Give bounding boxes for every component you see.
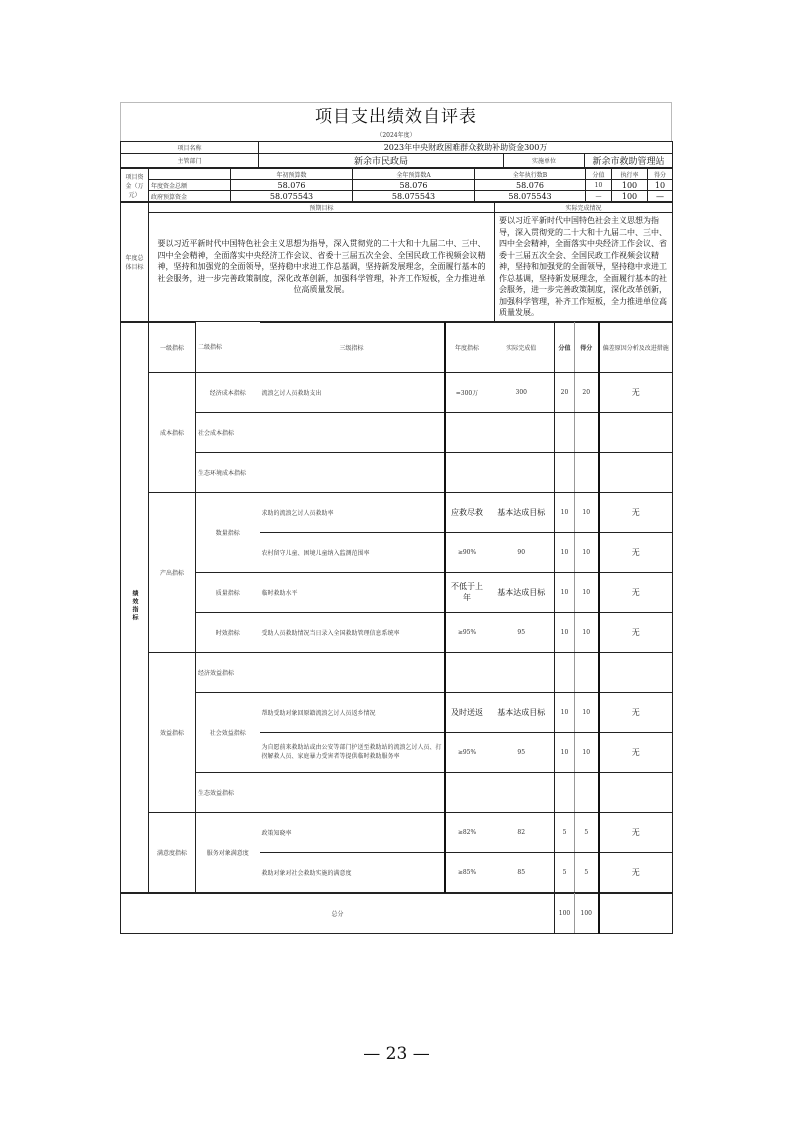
header-deviation: 偏差原因分析及改进措施 (599, 322, 673, 372)
output-quantity-score-value: 10 (555, 532, 575, 572)
benefit-eco-level2: 生态效益指标 (196, 772, 445, 812)
benefit-social-score: 10 (575, 692, 599, 732)
funds-header-annual: 全年预算数A (353, 169, 475, 180)
funds-header-score-value: 分值 (586, 169, 612, 180)
output-quantity-deviation: 无 (599, 492, 673, 532)
page-number: — 23 — (363, 1044, 430, 1064)
funds-row (121, 191, 673, 202)
output-timeliness-score-value: 10 (555, 612, 575, 652)
output-quality-score-value: 10 (555, 572, 575, 612)
benefit-social-score-value: 10 (555, 692, 575, 732)
header-score-value: 分值 (555, 322, 575, 372)
total-row (121, 893, 673, 933)
header-score: 得分 (575, 322, 599, 372)
total-score: 100 (575, 893, 599, 933)
funds-executed: 58.075543 (475, 191, 586, 202)
empty-cell (445, 772, 555, 812)
dept-name: 新余市民政局 (259, 154, 504, 168)
output-timeliness-score: 10 (575, 612, 599, 652)
output-quality-deviation: 无 (599, 572, 673, 612)
satisfaction-deviation: 无 (599, 812, 673, 852)
indicators-table (120, 322, 673, 893)
cost-social-level2: 社会成本指标 (196, 412, 445, 452)
expected-header: 预期目标 (149, 203, 495, 213)
indicator-row (121, 412, 673, 452)
cost-economic-target: =300万 (445, 372, 489, 412)
empty-cell (445, 452, 555, 492)
satisfaction-actual: 82 (489, 812, 555, 852)
funds-score: 10 (648, 180, 673, 191)
project-name: 2023年中央财政困难群众救助补助资金300万 (259, 142, 673, 154)
total-label: 总分 (121, 893, 555, 933)
indicator-row (121, 812, 673, 852)
funds-row-label: 年度资金总额 (149, 180, 231, 191)
satisfaction-score: 5 (575, 812, 599, 852)
satisfaction-level1: 满意度指标 (149, 812, 196, 892)
funds-row-label: 政府预算资金 (149, 191, 231, 202)
satisfaction-score-value: 5 (555, 812, 575, 852)
output-quantity-actual: 基本达成目标 (489, 492, 555, 532)
empty-cell (575, 772, 599, 812)
dept-label: 主管部门 (121, 154, 259, 168)
output-quality-level3: 临时救助水平 (260, 572, 445, 612)
project-info-table (120, 141, 673, 168)
empty-cell (445, 412, 555, 452)
indicator-row (121, 772, 673, 812)
funds-header-executed: 全年执行数B (475, 169, 586, 180)
empty-cell (575, 412, 599, 452)
empty-cell (555, 772, 575, 812)
total-table (120, 893, 673, 934)
benefit-social-actual: 95 (489, 732, 555, 772)
header-actual: 实际完成值 (489, 322, 555, 372)
output-quality-score: 10 (575, 572, 599, 612)
output-timeliness-actual: 95 (489, 612, 555, 652)
funds-header-initial: 年初预算数 (231, 169, 353, 180)
satisfaction-deviation: 无 (599, 852, 673, 892)
output-level1: 产出指标 (149, 492, 196, 652)
satisfaction-level3: 政策知晓率 (260, 812, 445, 852)
output-quality-actual: 基本达成目标 (489, 572, 555, 612)
benefit-social-deviation: 无 (599, 732, 673, 772)
indicators-section (121, 322, 149, 892)
benefit-social-level2: 社会效益指标 (196, 692, 260, 772)
output-quantity-deviation: 无 (599, 532, 673, 572)
cost-economic-deviation: 无 (599, 372, 673, 412)
funds-table (120, 168, 673, 202)
benefit-social-level3: 为自愿前来救助站或由公安等部门护送至救助站的流浪乞讨人员、打拐解救人员、家庭暴力受害者等提供临时救助服务率 (260, 732, 445, 772)
benefit-social-level3: 帮助受助对象回原籍流浪乞讨人员返乡情况 (260, 692, 445, 732)
satisfaction-score: 5 (575, 852, 599, 892)
funds-header-blank (149, 169, 231, 180)
empty-cell (599, 452, 673, 492)
funds-header-score: 得分 (648, 169, 673, 180)
indicators-section-label: 绩效指标 (131, 590, 138, 622)
header-level3: 三级指标 (260, 322, 445, 372)
output-quality-target: 不低于上年 (445, 572, 489, 612)
impl-name: 新余市救助管理站 (585, 154, 673, 168)
impl-label: 实施单位 (504, 154, 585, 168)
benefit-economic-level2: 经济效益指标 (196, 652, 445, 692)
funds-annual: 58.075543 (353, 191, 475, 202)
output-quantity-score: 10 (575, 532, 599, 572)
benefit-social-actual: 基本达成目标 (489, 692, 555, 732)
empty-cell (599, 652, 673, 692)
funds-row (121, 180, 673, 191)
indicator-row (121, 372, 673, 412)
benefit-social-target: ≥95% (445, 732, 489, 772)
goals-table (120, 202, 673, 322)
project-name-label: 项目名称 (121, 142, 259, 154)
output-quantity-level2: 数量指标 (196, 492, 260, 572)
empty-cell (575, 452, 599, 492)
benefit-social-score: 10 (575, 732, 599, 772)
output-quantity-level3: 求助的流浪乞讨人员救助率 (260, 492, 445, 532)
cost-eco-level2: 生态环境成本指标 (196, 452, 445, 492)
total-score-value: 100 (555, 893, 575, 933)
funds-initial: 58.076 (231, 180, 353, 191)
indicator-row (121, 692, 673, 732)
empty-cell (555, 412, 575, 452)
funds-executed: 58.076 (475, 180, 586, 191)
cost-economic-score-value: 20 (555, 372, 575, 412)
cost-economic-actual: 300 (489, 372, 555, 412)
output-timeliness-level2: 时效指标 (196, 612, 260, 652)
funds-initial: 58.075543 (231, 191, 353, 202)
indicator-row (121, 452, 673, 492)
funds-label: 项目资金（万元） (121, 169, 149, 202)
satisfaction-score-value: 5 (555, 852, 575, 892)
empty-cell (599, 772, 673, 812)
benefit-social-target: 及时送返 (445, 692, 489, 732)
cost-economic-level3: 流浪乞讨人员救助支出 (260, 372, 445, 412)
funds-annual: 58.076 (353, 180, 475, 191)
funds-score: — (648, 191, 673, 202)
output-quantity-score: 10 (575, 492, 599, 532)
empty-cell (599, 412, 673, 452)
cost-economic-level2: 经济成本指标 (196, 372, 260, 412)
output-quantity-score-value: 10 (555, 492, 575, 532)
output-timeliness-level3: 受助人员救助情况当日录入全国救助管理信息系统率 (260, 612, 445, 652)
empty-cell (445, 652, 555, 692)
header-level1: 一级指标 (149, 322, 196, 372)
header-level2: 二级指标 (196, 322, 260, 372)
satisfaction-level2: 服务对象满意度 (196, 812, 260, 892)
goals-label: 年度总体目标 (121, 203, 149, 322)
document-title: 项目支出绩效自评表 (120, 102, 672, 131)
funds-header-rate: 执行率 (612, 169, 648, 180)
actual-header: 实际完成情况 (495, 203, 673, 213)
empty-cell (555, 652, 575, 692)
output-quantity-target: ≥90% (445, 532, 489, 572)
funds-rate: 100 (612, 191, 648, 202)
satisfaction-target: ≥85% (445, 852, 489, 892)
actual-goal: 要以习近平新时代中国特色社会主义思想为指导，深入贯彻党的二十大和十九届二中、三中、四中全会精神，全面落实中央经济工作会议、省委十三届五次全会、全国民政工作视频会议精神，坚持和加强党的全面领导，坚持稳中求进工作总基调，坚持新发展理念，全面履行基本的社会服务，进一步完善政策制度，深化改革创新，加强科学管理，补齐工作短板，全力推进单位高质量发展。 (495, 213, 673, 322)
cost-level1: 成本指标 (149, 372, 196, 492)
output-timeliness-target: ≥95% (445, 612, 489, 652)
indicator-row (121, 492, 673, 532)
total-deviation (599, 893, 673, 933)
output-quantity-target: 应救尽救 (445, 492, 489, 532)
output-timeliness-deviation: 无 (599, 612, 673, 652)
header-target: 年度指标 (445, 322, 489, 372)
empty-cell (575, 652, 599, 692)
benefit-social-score-value: 10 (555, 732, 575, 772)
benefit-social-deviation: 无 (599, 692, 673, 732)
output-quantity-actual: 90 (489, 532, 555, 572)
funds-rate: 100 (612, 180, 648, 191)
evaluation-sheet (120, 102, 672, 934)
funds-score-value: — (586, 191, 612, 202)
indicator-row (121, 652, 673, 692)
document-year: （2024年度） (120, 131, 672, 141)
indicator-row (121, 612, 673, 652)
expected-goal: 要以习近平新时代中国特色社会主义思想为指导，深入贯彻党的二十大和十九届二中、三中、四中全会精神，全面落实中央经济工作会议、省委十三届五次全会、全国民政工作视频会议精神，坚持和加强党的全面领导，坚持稳中求进工作总基调，坚持新发展理念，全面履行基本的社会服务，进一步完善政策制度，深化改革创新，加强科学管理，补齐工作短板，全力推进单位高质量发展。 (149, 213, 495, 322)
cost-economic-score: 20 (575, 372, 599, 412)
benefit-level1: 效益指标 (149, 652, 196, 812)
indicator-row (121, 572, 673, 612)
empty-cell (555, 452, 575, 492)
satisfaction-level3: 救助对象对社会救助实施的满意度 (260, 852, 445, 892)
output-quality-level2: 质量指标 (196, 572, 260, 612)
output-quantity-level3: 农村留守儿童、困境儿童纳入监测范围率 (260, 532, 445, 572)
satisfaction-actual: 85 (489, 852, 555, 892)
satisfaction-target: ≥82% (445, 812, 489, 852)
funds-score-value: 10 (586, 180, 612, 191)
